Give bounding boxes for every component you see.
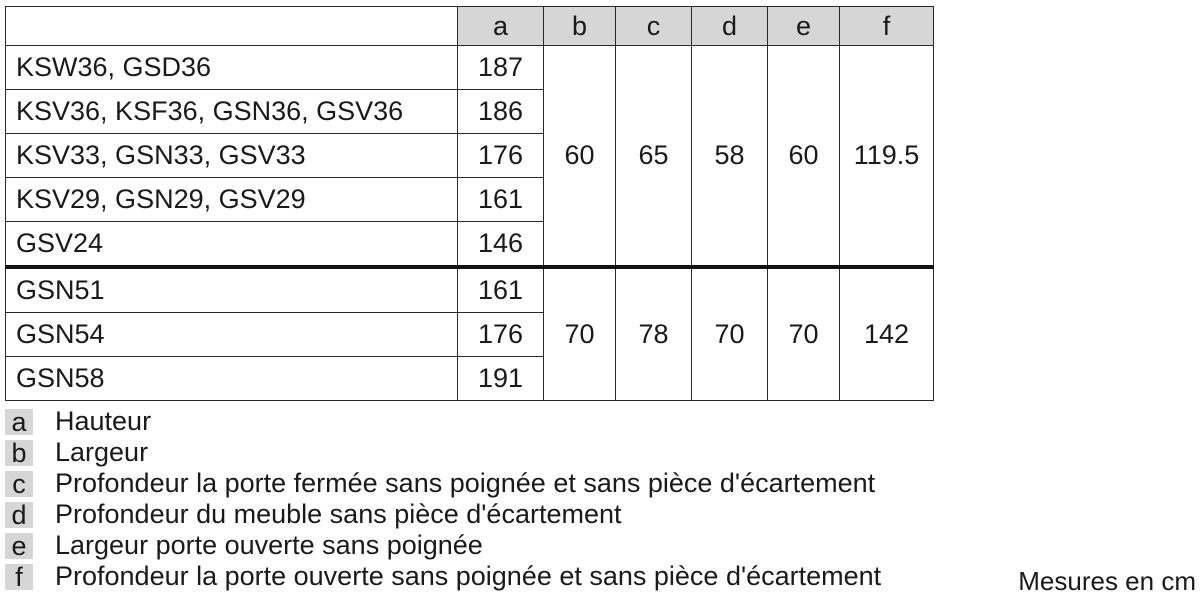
legend-item [5,468,881,499]
depth-open-cell: 119.5 [840,46,934,268]
legend-item [5,499,881,530]
legend-key: e [5,533,33,559]
legend-text: Profondeur du meuble sans pièce d'écartement [55,499,622,529]
model-cell: GSN51 [6,267,458,313]
height-cell: 161 [458,267,544,313]
legend-item [5,406,881,437]
legend-item [5,530,881,561]
height-cell: 146 [458,222,544,268]
height-cell: 187 [458,46,544,90]
legend-key: f [5,564,33,590]
header-cell-c: c [616,7,692,46]
legend-text: Hauteur [55,406,152,436]
height-cell: 161 [458,178,544,222]
header-cell-d: d [692,7,768,46]
open-width-cell: 60 [768,46,840,268]
depth-closed-cell: 65 [616,46,692,268]
legend-text: Largeur porte ouverte sans poignée [55,530,483,560]
legend-text: Profondeur la porte fermée sans poignée et sans pièce d'écartement [55,468,876,498]
model-cell: KSW36, GSD36 [6,46,458,90]
legend-item [5,437,881,468]
header-cell-e: e [768,7,840,46]
legend-key: a [5,409,33,435]
header-cell-f: f [840,7,934,46]
legend-text: Largeur [55,437,149,467]
table-header-row [6,7,934,46]
height-cell: 186 [458,90,544,134]
width-cell: 60 [544,46,616,268]
depth-open-cell: 142 [840,267,934,401]
cabinet-depth-cell: 58 [692,46,768,268]
legend-key: c [5,471,33,497]
model-cell: GSN58 [6,357,458,401]
dimension-legend [5,406,881,592]
header-cell-a: a [458,7,544,46]
open-width-cell: 70 [768,267,840,401]
table-row [6,46,934,90]
legend-text: Profondeur la porte ouverte sans poignée et sans pièce d'écartement [55,561,882,591]
height-cell: 176 [458,134,544,178]
model-cell: GSN54 [6,313,458,357]
header-cell-b: b [544,7,616,46]
model-cell: GSV24 [6,222,458,268]
legend-key: b [5,440,33,466]
height-cell: 191 [458,357,544,401]
model-cell: KSV29, GSN29, GSV29 [6,178,458,222]
legend-item [5,561,881,592]
legend-key: d [5,502,33,528]
model-cell: KSV36, KSF36, GSN36, GSV36 [6,90,458,134]
height-cell: 176 [458,313,544,357]
model-cell: KSV33, GSN33, GSV33 [6,134,458,178]
units-note: Mesures en cm [1018,566,1196,596]
dimensions-table [5,6,934,401]
depth-closed-cell: 78 [616,267,692,401]
cabinet-depth-cell: 70 [692,267,768,401]
table-row [6,267,934,313]
width-cell: 70 [544,267,616,401]
header-blank-cell [6,7,458,46]
